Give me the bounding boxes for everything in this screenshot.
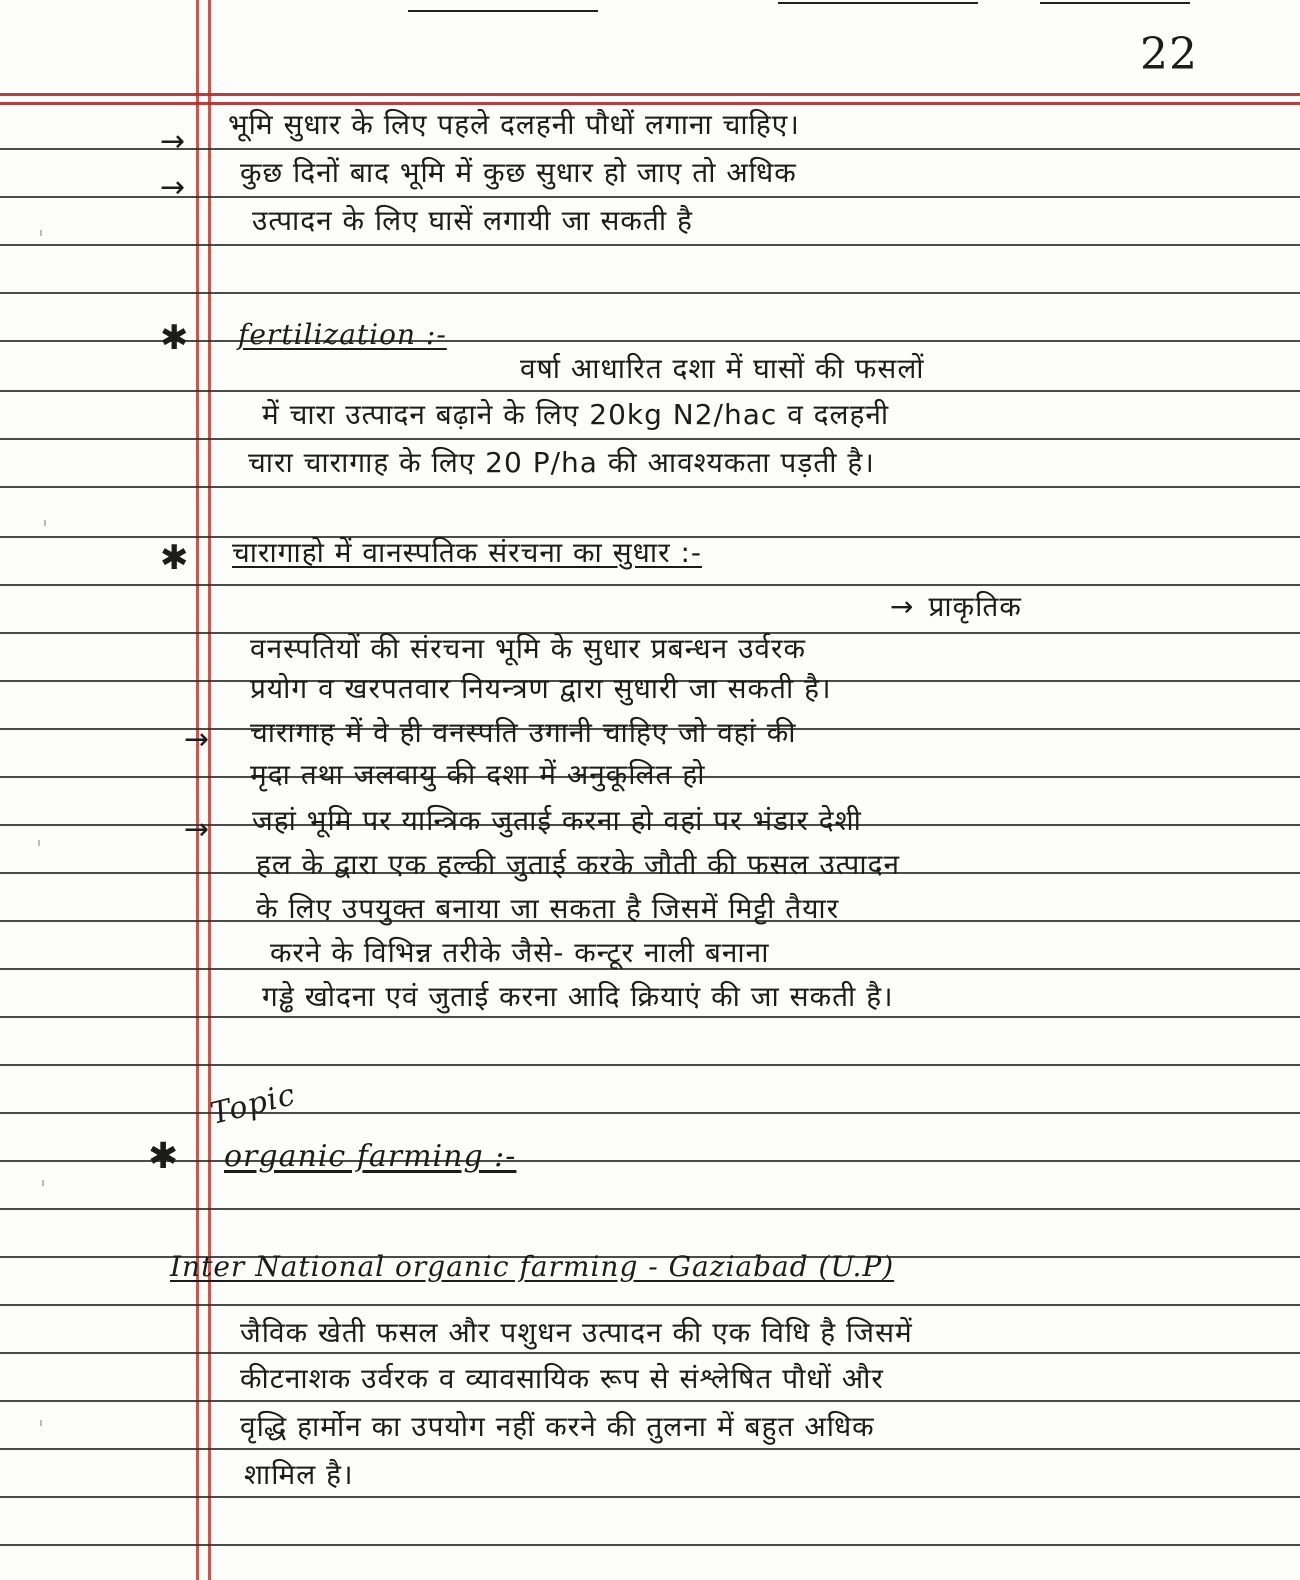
- margin-line: [208, 0, 211, 1580]
- section-heading: organic farming :-: [224, 1139, 517, 1174]
- text-line: जहां भूमि पर यान्त्रिक जुताई करना हो वहां पर भंडार देशी: [252, 804, 862, 837]
- asterisk-bullet-icon: ✱: [160, 538, 189, 578]
- text-line: में चारा उत्पादन बढ़ाने के लिए 20kg N2/hac व दलहनी: [262, 398, 890, 431]
- text-line: उत्पादन के लिए घासें लगायी जा सकती है: [252, 204, 693, 237]
- arrow-bullet-icon: →: [160, 170, 186, 205]
- text-line: चारा चारागाह के लिए 20 P/ha की आवश्यकता पड़ती है।: [248, 446, 875, 479]
- ruled-line: [0, 438, 1300, 440]
- speck: [38, 840, 40, 846]
- ruled-line: [0, 1304, 1300, 1306]
- speck: [44, 520, 46, 526]
- text-line: करने के विभिन्न तरीके जैसे- कन्टूर नाली बनाना: [270, 936, 770, 969]
- ruled-line: [0, 1400, 1300, 1402]
- ruled-line: [0, 244, 1300, 246]
- text-line: वर्षा आधारित दशा में घासों की फसलों: [520, 352, 925, 385]
- header-rule: [0, 93, 1300, 96]
- side-note-text: प्राकृतिक: [928, 590, 1022, 623]
- ruled-line: [0, 340, 1300, 342]
- top-stroke: [408, 10, 598, 12]
- text-line: वनस्पतियों की संरचना भूमि के सुधार प्रबन्धन उर्वरक: [250, 632, 806, 665]
- text-line: चारागाह में वे ही वनस्पति उगानी चाहिए जो वहां की: [250, 716, 797, 749]
- text-line: शामिल है।: [244, 1458, 354, 1491]
- header-rule: [0, 102, 1300, 105]
- topic-label: Topic: [206, 1077, 300, 1132]
- side-note: [890, 590, 1022, 624]
- speck: [40, 230, 42, 236]
- text-line: गड्ढे खोदना एवं जुताई करना आदि क्रियाएं की जा सकती है।: [262, 980, 894, 1013]
- section-heading: चारागाहो में वानस्पतिक संरचना का सुधार :-: [232, 536, 702, 569]
- ruled-line: [0, 1208, 1300, 1210]
- ruled-line: [0, 1016, 1300, 1018]
- ruled-line: [0, 1112, 1300, 1114]
- text-line: वृद्धि हार्मोन का उपयोग नहीं करने की तुलना में बहुत अधिक: [240, 1410, 875, 1443]
- ruled-line: [0, 486, 1300, 488]
- ruled-line: [0, 196, 1300, 198]
- page-number: 22: [1140, 29, 1198, 80]
- text-line: जैविक खेती फसल और पशुधन उत्पादन की एक विधि है जिसमें: [240, 1316, 913, 1349]
- arrow-bullet-icon: →: [184, 722, 210, 757]
- text-line: कीटनाशक उर्वरक व व्यावसायिक रूप से संश्लेषित पौधों और: [240, 1362, 884, 1395]
- speck: [40, 1420, 42, 1426]
- ruled-line: [0, 390, 1300, 392]
- text-line: कुछ दिनों बाद भूमि में कुछ सुधार हो जाए तो अधिक: [240, 156, 797, 189]
- ruled-line: [0, 1448, 1300, 1450]
- text-line: प्रयोग व खरपतवार नियन्त्रण द्वारा सुधारी जा सकती है।: [250, 672, 832, 705]
- ruled-line: [0, 1496, 1300, 1498]
- text-line: हल के द्वारा एक हल्की जुताई करके जौती की फसल उत्पादन: [256, 848, 900, 881]
- section-heading: fertilization :-: [238, 318, 447, 351]
- ruled-line: [0, 1544, 1300, 1546]
- text-line: भूमि सुधार के लिए पहले दलहनी पौधों लगाना चाहिए।: [228, 108, 800, 141]
- arrow-bullet-icon: →: [160, 124, 186, 159]
- text-line: के लिए उपयुक्त बनाया जा सकता है जिसमें मिट्टी तैयार: [256, 892, 840, 925]
- ruled-line: [0, 1352, 1300, 1354]
- ruled-line: [0, 292, 1300, 294]
- arrow-icon: →: [890, 590, 915, 623]
- arrow-bullet-icon: →: [184, 812, 210, 847]
- top-stroke: [1040, 2, 1190, 4]
- speck: [42, 1180, 44, 1186]
- margin-line: [196, 0, 199, 1580]
- institute-line: Inter National organic farming - Gaziabad (U.P): [170, 1250, 895, 1283]
- top-stroke: [778, 2, 978, 4]
- asterisk-bullet-icon: ✱: [148, 1136, 179, 1177]
- ruled-line: [0, 1160, 1300, 1162]
- ruled-line: [0, 1064, 1300, 1066]
- ruled-line: [0, 584, 1300, 586]
- ruled-line: [0, 148, 1300, 150]
- asterisk-bullet-icon: ✱: [160, 318, 189, 358]
- text-line: मृदा तथा जलवायु की दशा में अनुकूलित हो: [250, 758, 706, 791]
